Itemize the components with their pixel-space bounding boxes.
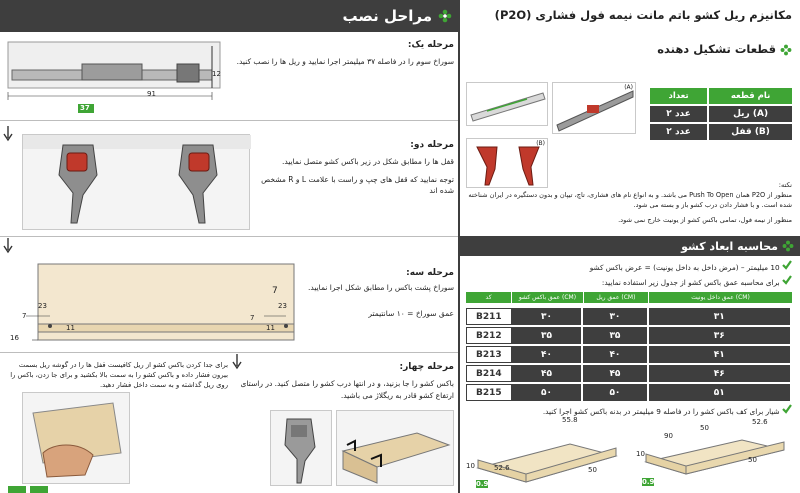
rail-depth-cell: ۴۰: [583, 346, 648, 363]
rail-part-figure: [466, 82, 548, 126]
calc-lines: [466, 260, 792, 290]
table-row: [466, 384, 792, 401]
calc1-row: [466, 260, 792, 275]
rail-a-figure: [552, 82, 636, 134]
flower-icon: [782, 240, 794, 252]
label-b: (B): [536, 140, 545, 147]
drawer-drawing: [337, 411, 455, 487]
inner-depth-cell: ۴۱: [649, 346, 792, 363]
note1: منظور از P2O همان Push To Open می باشد. و به انواع نام های فشاری، تاچ، تیپان و بدون دستگیره در ایران شناخته شده است. و با فشار دادن درب کشو باز و بسته می شود.: [468, 191, 792, 210]
step3-text: سوراخ پشت باکس را مطابق شکل اجرا نمایید.: [308, 283, 454, 292]
code-cell: B213: [466, 346, 512, 363]
parts-table: [650, 88, 792, 140]
step3-text-block: [306, 268, 454, 319]
step3-depth: عمق سوراخ = ۱۰ سانتیمتر: [368, 308, 454, 318]
table-row: [650, 105, 792, 123]
dim-7-left: 7: [22, 312, 27, 320]
rail-depth-cell: ۵۰: [583, 384, 648, 401]
check-icon: [782, 275, 792, 285]
installation-title: مراحل نصب: [342, 7, 432, 25]
step2-figure: [22, 134, 250, 230]
flower-icon: [438, 9, 452, 23]
inner-depth-cell: ۳۱: [649, 308, 792, 325]
installation-header: [0, 0, 458, 32]
note2: منظور از نیمه فول، تمامی باکس کشو از یونیت خارج نمی شود.: [618, 215, 792, 224]
step1-title: مرحله یک:: [407, 40, 454, 50]
dim-23-right: 23: [278, 302, 287, 310]
dim-12: 12: [212, 70, 221, 78]
rail-side-drawing: [2, 34, 230, 114]
down-arrow-icon: [3, 126, 13, 142]
inner-depth-cell: ۳۶: [649, 327, 792, 344]
step2-text1: قفل ها را مطابق شکل در زیر باکس کشو متصل نمایید.: [281, 157, 454, 166]
dim-50-a: 50: [588, 466, 597, 474]
code-cell: B212: [466, 327, 512, 344]
rail-depth-cell: ۳۵: [583, 327, 648, 344]
dims-table: [466, 292, 792, 303]
dim-7-right-top: 7: [272, 286, 278, 296]
box-header: عمق باکس کشو (CM): [512, 292, 584, 303]
box-depth-cell: ۵۰: [512, 384, 584, 401]
dim-10-b: 10: [636, 450, 645, 458]
product-title: مکانیزم ریل کشو باتم مانت نیمه فول فشاری (P2O): [494, 8, 792, 22]
step2-text2: توجه نمایید که قفل های چپ و راست با علامت L و R مشخص شده اند: [261, 174, 454, 196]
note-label: نکته:: [778, 181, 792, 189]
step1-text: سوراخ سوم را در فاصله ۳۷ میلیمتر اجرا نمایید و ریل ها را نصب کنید.: [236, 57, 454, 66]
step4-lock-figure: [270, 410, 332, 486]
table-row: [466, 308, 792, 325]
dim-91: 91: [147, 90, 156, 98]
code-header: کد: [466, 292, 512, 303]
dim-11-left: 11: [66, 324, 75, 332]
dims-table-body: [466, 308, 792, 403]
rail-drawing: [467, 83, 549, 127]
box-drawing-a: [466, 416, 634, 490]
lock-closeup-drawing: [271, 411, 333, 487]
inner-depth-cell: ۵۱: [649, 384, 792, 401]
dim-90: 90: [664, 432, 673, 440]
box-depth-cell: ۴۰: [512, 346, 584, 363]
down-arrow-icon: [3, 238, 13, 254]
dim-526-a: 52.6: [494, 464, 510, 472]
parts-table-header: [650, 88, 792, 105]
count-cell: ۲ عدد: [650, 105, 708, 123]
table-row: [466, 327, 792, 344]
rail-depth-cell: ۴۵: [583, 365, 648, 382]
dim-50-b2: 50: [748, 456, 757, 464]
step2-title: مرحله دو:: [410, 140, 454, 150]
step4-text: باکس کشو را جا بزنید، و در انتها درب کشو را متصل کنید. در راستای ارتفاع کشو قادر به ریگلاژ می باشید.: [240, 379, 454, 400]
box-depth-cell: ۳۵: [512, 327, 584, 344]
step4-text-block: [236, 362, 454, 401]
dims-table-header: [466, 292, 792, 303]
table-row: [466, 346, 792, 363]
parts-heading: قطعات تشکیل دهنده: [657, 42, 776, 56]
rail-header: عمق ریل (CM): [583, 292, 648, 303]
calc1: 10 میلیمتر – (مرض داخل به داخل یونیت) = عرض باکس کشو: [589, 263, 780, 272]
box-figure-left: [466, 416, 634, 490]
calc2-row: [466, 275, 792, 290]
name-cell: قفل (B): [708, 123, 792, 140]
divider: [0, 120, 458, 121]
label-a: (A): [624, 84, 633, 91]
rail-depth-cell: ۳۰: [583, 308, 648, 325]
table-row: [650, 123, 792, 140]
dim-7-right: 7: [250, 314, 255, 322]
step4-hand-figure: [22, 392, 130, 484]
step3-title: مرحله سه:: [406, 268, 454, 278]
divider: [0, 236, 458, 237]
dim-23-left: 23: [38, 302, 47, 310]
box-figure-right: [636, 416, 794, 490]
dim-11-right: 11: [266, 324, 275, 332]
box-depth-cell: ۳۰: [512, 308, 584, 325]
dim-09-b: 0.9: [642, 478, 655, 486]
flower-icon: [780, 44, 792, 56]
right-column: [460, 0, 800, 493]
box-back-drawing: [4, 262, 304, 350]
dim-37: 37: [80, 104, 90, 112]
code-cell: B215: [466, 384, 512, 401]
footer-logo-icon: [8, 486, 68, 493]
divider: [0, 352, 458, 353]
calc-header: [460, 236, 800, 256]
check-icon: [782, 404, 792, 414]
check-icon: [782, 260, 792, 270]
dim-558: 55.8: [562, 416, 578, 424]
step4-drawer-figure: [336, 410, 454, 486]
parts-heading-row: [466, 42, 792, 56]
step1-text-block: [236, 40, 454, 68]
calc2: برای محاسبه عمق باکس کشو از جدول زیر استفاده نمایید:: [601, 277, 780, 287]
locks-drawing: [23, 135, 251, 231]
dim-50-b: 50: [700, 424, 709, 432]
table-row: [466, 365, 792, 382]
dim-526-b: 52.6: [752, 418, 768, 426]
dim-16: 16: [10, 334, 19, 342]
step1-figure: [2, 34, 230, 114]
hand-drawing: [23, 393, 131, 485]
step4-title: مرحله چهار:: [399, 362, 454, 372]
name-cell: ریل (A): [708, 105, 792, 123]
box-depth-cell: ۴۵: [512, 365, 584, 382]
dim-09-a: 0.9: [476, 480, 489, 488]
inner-depth-cell: ۴۶: [649, 365, 792, 382]
code-cell: B211: [466, 308, 512, 325]
count-header: تعداد: [650, 88, 708, 105]
step3-figure: [4, 262, 304, 350]
groove-text: شیار برای کف باکس کشو را در فاصله 9 میلیمتر در بدنه باکس کشو اجرا کنید.: [542, 407, 780, 416]
count-cell: ۲ عدد: [650, 123, 708, 140]
step4-side-note: برای جدا کردن باکس کشو از ریل کافیست قفل ها را در گوشه ریل بسمت بیرون فشار داده و باکس کشو را به سمت بالا بکشید و برای جا زدن، باکس را روی ریل گذاشته و به سمت داخل فشار دهید.: [10, 361, 228, 390]
step2-text-block: [256, 140, 454, 197]
inner-header: عمق داخل یونیت (CM): [691, 294, 750, 301]
notes-block: [466, 180, 792, 225]
dim-10-a: 10: [466, 462, 475, 470]
code-cell: B214: [466, 365, 512, 382]
box-drawing-b: [636, 416, 794, 490]
calc-heading: محاسبه ابعاد کشو: [681, 239, 778, 253]
name-header: نام قطعه: [730, 91, 771, 101]
